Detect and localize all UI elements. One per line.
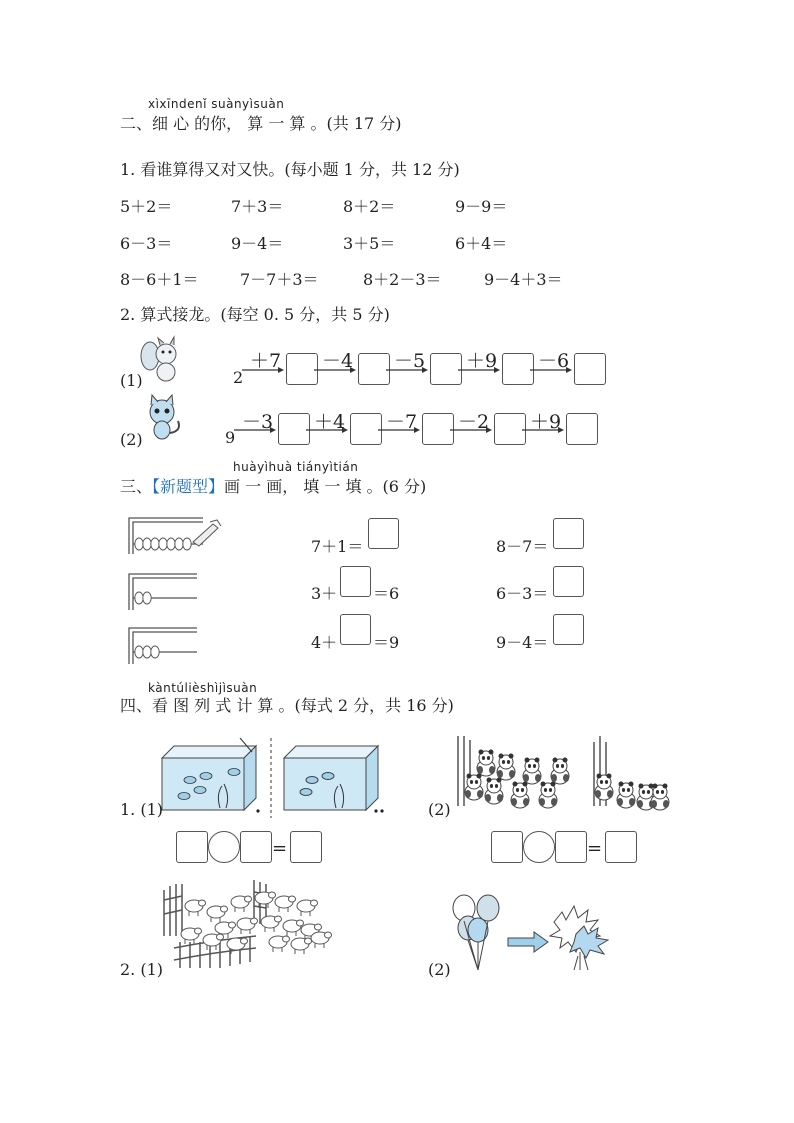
eq-6: 9－4＝ [496,633,549,652]
number-box[interactable] [290,831,322,863]
arith-item: 7－7＋3＝ [240,270,319,289]
chain-answer-box[interactable] [574,353,606,385]
answer-box[interactable] [340,614,371,645]
q2-title: 2. 算式接龙。(每空 0. 5 分，共 5 分) [120,305,390,324]
eq-1: 7＋1＝ [311,537,364,556]
chain2-label: (2) [120,430,143,449]
equals-sign: = [272,838,288,859]
section4-title: 四、看 图 列 式 计 算 。(每式 2 分，共 16 分) [120,696,454,715]
chain-operator: －3 [242,411,274,433]
section4-pinyin: kàntúlièshìjìsuàn [148,681,258,695]
cat-icon [138,397,188,442]
q2-1-label: 2. (1) [120,960,164,979]
arith-item: 9－4＋3＝ [484,270,563,289]
answer-box[interactable] [553,566,584,597]
eq-3-pre: 3＋ [311,584,338,603]
chain-operator: －7 [386,411,418,433]
arith-item: 8－6＋1＝ [120,270,199,289]
answer-box[interactable] [340,566,371,597]
eq-3-post: ＝6 [373,584,400,603]
operator-circle[interactable] [523,831,555,863]
number-box[interactable] [555,831,587,863]
arith-item: 8＋2＝ [343,197,396,216]
arith-item: 8＋2－3＝ [363,270,442,289]
chain-operator: ＋9 [530,411,562,433]
number-box[interactable] [491,831,523,863]
arith-item: 6－3＝ [120,234,173,253]
chain1-label: (1) [120,371,143,390]
eq-5-post: ＝9 [373,633,400,652]
arith-item: 3＋5＝ [343,234,396,253]
number-box[interactable] [240,831,272,863]
fish-tank-icon [160,738,400,818]
eq-5-pre: 4＋ [311,633,338,652]
arith-item: 6＋4＝ [455,234,508,253]
eq-4: 6－3＝ [496,584,549,603]
chain-operator: －4 [322,350,354,372]
chain-operator: －6 [538,350,570,372]
section3-title: 画 一 画， 填 一 填 。(6 分) [224,477,427,496]
q1-1-label: 1. (1) [120,800,164,819]
section3-pinyin: huàyìhuà tiányìtián [233,460,359,474]
answer-box[interactable] [368,518,399,549]
chain-operator: ＋9 [466,350,498,372]
operator-circle[interactable] [208,831,240,863]
balloon-icon [450,892,620,972]
number-box[interactable] [176,831,208,863]
chain2-start: 9 [225,428,236,447]
chain-operator: ＋7 [250,350,282,372]
chain-operator: ＋4 [314,411,346,433]
arith-item: 9－9＝ [455,197,508,216]
arith-item: 9－4＝ [231,234,284,253]
arith-item: 5＋2＝ [120,197,173,216]
arith-item: 7＋3＝ [231,197,284,216]
section3-prefix: 三、 [120,477,153,496]
sheep-pen-icon [160,880,335,970]
abacus-3 [125,628,225,668]
equals-sign: = [587,838,603,859]
section2-title: 二、细 心 的你， 算 一 算 。(共 17 分) [120,114,402,133]
answer-box[interactable] [553,614,584,645]
q2-2-label: (2) [428,960,451,979]
eq-2: 8－7＝ [496,537,549,556]
chain-answer-box[interactable] [566,413,598,445]
abacus-1 [125,518,225,558]
panda-group-icon [450,736,680,812]
new-type-tag: 【新题型】 [152,477,225,496]
squirrel-icon [138,336,188,386]
section2-pinyin: xìxīndenǐ suànyìsuàn [148,97,285,111]
chain1-start: 2 [233,368,244,387]
abacus-2 [125,574,225,614]
chain-operator: －2 [458,411,490,433]
number-box[interactable] [605,831,637,863]
chain-operator: －5 [394,350,426,372]
section3-title-line [120,474,426,497]
q1-2-label: (2) [428,800,451,819]
q1-title: 1. 看谁算得又对又快。(每小题 1 分，共 12 分) [120,160,460,179]
answer-box[interactable] [553,518,584,549]
